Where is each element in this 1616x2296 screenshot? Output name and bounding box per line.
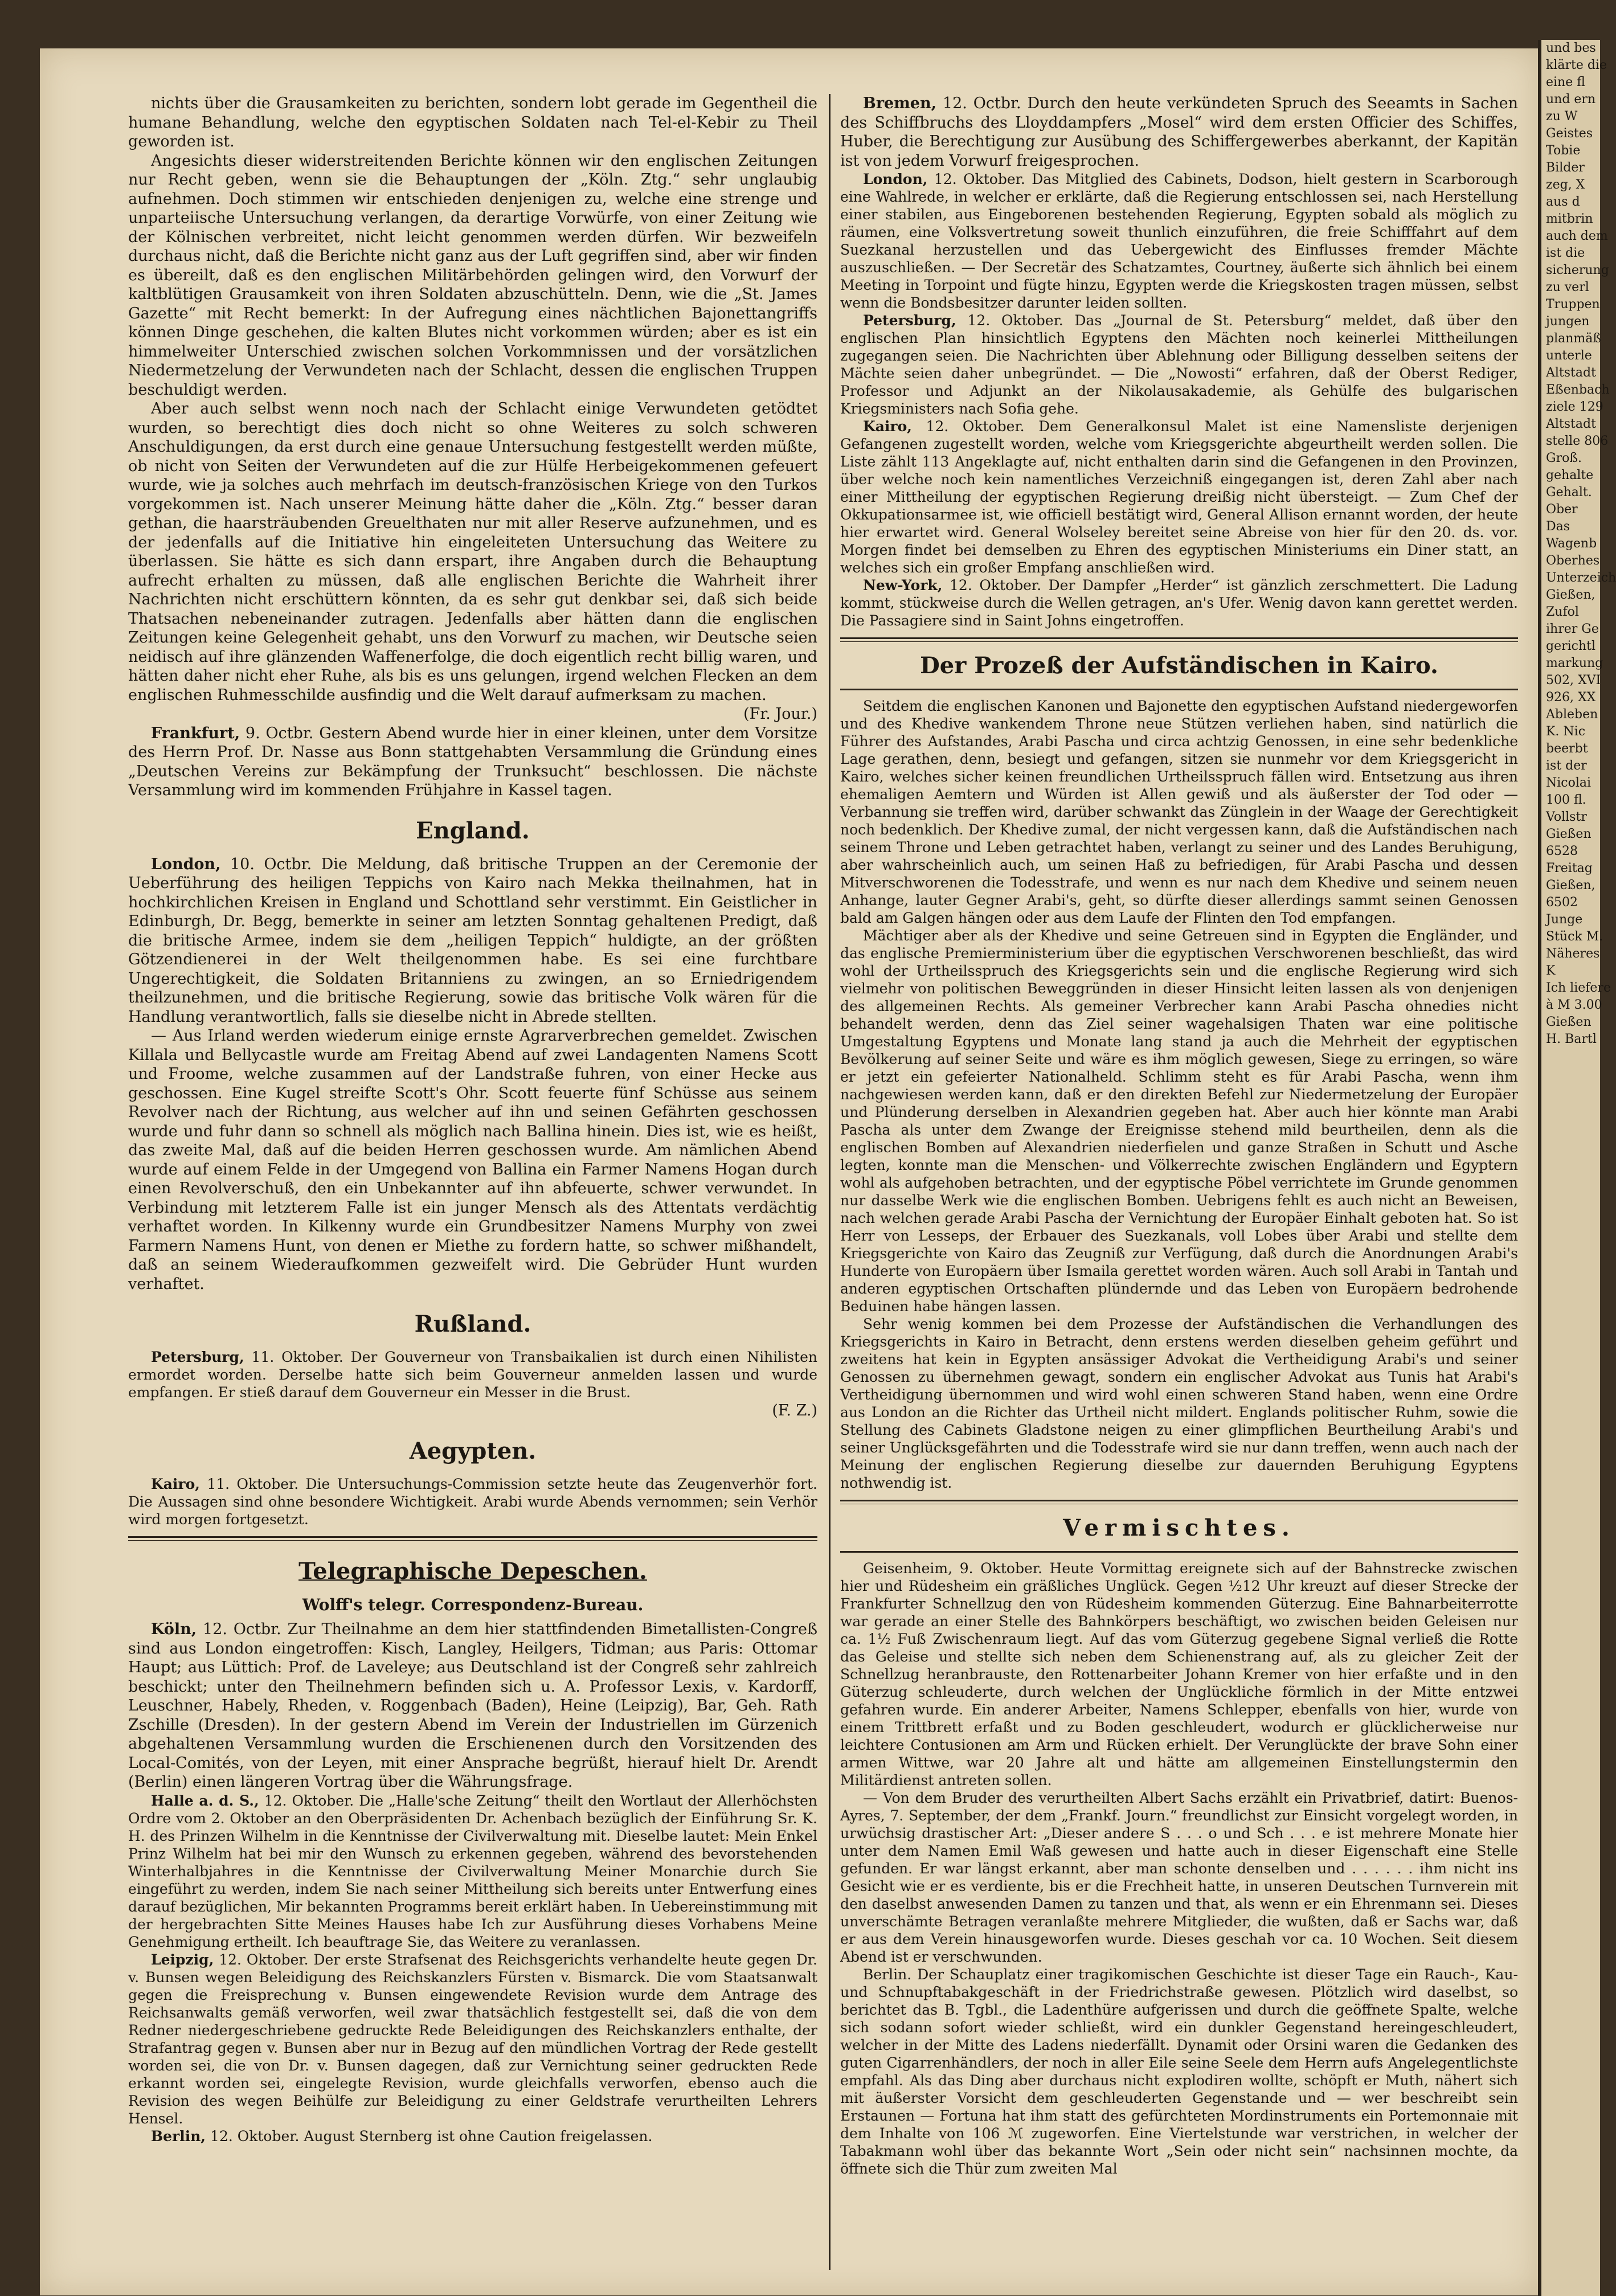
leipzig-telegram (128, 1951, 817, 2127)
adjacent-fragment: planmäß (1546, 331, 1602, 346)
halle-telegram (128, 1792, 817, 1951)
adjacent-fragment: ist die (1546, 246, 1585, 260)
koeln-text: 12. Octbr. Zur Theilnahme an dem hier stattfindenden Bimetallisten-Congreß sind aus London eingetroffen: Kisch, Langley, Heilgers, Tidman; aus Paris: Ottomar Haupt; aus Lüttich: Prof. de Laveleye; aus Deutschland ist der Congreß sehr zahlreich beschickt; unter den Theilnehmern befinden sich u. A. Professor Lexis, v. Kardorff, Leuschner, Habely, Rheden, v. Roggenbach (Baden), Heine (Leipzig), Bar, Geh. Rath Zschille (Dresden). In der gestern Abend im Verein der Industriellen im Gürzenich abgehaltenen Versammlung wurden die Erschienenen durch den Vorsitzenden des Local-Comités, von der Leyen, mit einer Ansprache begrüßt, hierauf hielt Dr. Arendt (Berlin) einen längeren Vortrag über die Währungsfrage. (128, 1620, 817, 1791)
adjacent-fragment: à M 3.00 (1546, 998, 1602, 1012)
adjacent-fragment: Wagenb (1546, 537, 1597, 551)
adjacent-fragment: Ober (1546, 502, 1578, 517)
adjacent-fragment: Ich liefere (1546, 981, 1611, 995)
bremen-text: 12. Octbr. Durch den heute verkündeten Spruch des Seeamts in Sachen des Schiffbruchs des Lloyddampfers „Mosel“ wird dem ersten Officier des Schiffes, Huber, die Berechtigung zur Ausübung des Schiffergewerbes aberkannt, der Kapitän ist von jedem Vorwurf freigesprochen. (840, 95, 1518, 170)
petersburg-text: 11. Oktober. Der Gouverneur von Transbaikalien ist durch einen Nihilisten ermordet worden. Derselbe hatte sich beim Gouverneur anmelden lassen und wurde empfangen. Er stieß darauf dem Gouverneur ein Messer in die Brust. (128, 1349, 817, 1401)
prozess-heading: Der Prozeß der Aufständischen in Kairo. (920, 652, 1438, 679)
adjacent-fragment: ist der (1546, 759, 1587, 773)
london-article (840, 170, 1518, 312)
section-rule (840, 689, 1518, 690)
telegrams-heading: Telegraphische Depeschen. (298, 1557, 647, 1585)
kairo-place-right: Kairo, (863, 418, 912, 435)
koeln-telegram (128, 1620, 817, 1792)
column-divider (829, 94, 830, 2270)
telegrams-subheading: Wolff's telegr. Correspondenz-Bureau. (302, 1595, 644, 1614)
petersburg-text-right: 12. Oktober. Das „Journal de St. Petersburg“ meldet, daß über den englischen Plan hinsichtlich Egyptens den Mächten noch keinerlei Mittheilungen zugegangen seien. Die Nachrichten über Ablehnung oder Billigung desselben seitens der Mächte seien daher unbegründet. — Die „Nowosti“ erfahren, daß der Oberst Rediger, Professor und Adjunkt an der Nikolausakademie, als Gehülfe des bulgarischen Kriegsministers nach Sofia gehe. (840, 312, 1518, 417)
frankfurt-article (128, 724, 817, 800)
adjacent-fragment: Gießen (1546, 1015, 1592, 1029)
adjacent-fragment: und bes (1546, 41, 1596, 55)
prozess-paragraph: Seitdem die englischen Kanonen und Bajonette den egyptischen Aufstand niedergeworfen und des Khedive wankendem Throne neue Stützen verliehen haben, sind natürlich die Führer des Aufstandes, Arabi Pascha und circa achtzig Genossen, in eine sehr bedenkliche Lage gerathen, denn, besiegt und gefangen, sitzen sie nunmehr vor dem Kriegsgericht in Kairo, welches sicher keinen freundlichen Urtheilsspruch fällen wird. Entsetzung aus ihren ehemaligen Aemtern und Würden ist Allen gewiß und als äußerster der Tod oder — Verbannung sie treffen wird, darüber schwankt das Zünglein in der Waage der Gerechtigkeit noch bedenklich. Der Khedive zumal, der nicht vergessen kann, daß die Aufständischen nach seinem Throne und Leben getrachtet haben, verlangt zu seiner und des Landes Beruhigung, aber wahrscheinlich auch, um seinen Haß zu befriedigen, für Arabi Pascha und dessen Mitverschworenen die Todesstrafe, und wenn es nur nach dem Khedive und seinem neuen Anhange, lauter Gegner Arabi's, geht, so dürfte dieser allerdings sammt seinen Genossen bald am Galgen hängen oder aus dem Laufe der Flinten den Tod empfangen. (840, 698, 1518, 926)
adjacent-fragment: H. Bartl (1546, 1032, 1597, 1046)
intro-article (128, 94, 817, 705)
aegypten-heading: Aegypten. (409, 1437, 537, 1464)
adjacent-fragment: K. Nic (1546, 725, 1586, 739)
petersburg-place-right: Petersburg, (863, 312, 956, 329)
prozess-paragraph: Sehr wenig kommen bei dem Prozesse der Aufständischen die Verhandlungen des Kriegsgerichts in Kairo in Betracht, denn erstens werden dieselben geheim geführt und zweitens hat kein in Egypten ansässiger Advokat die Vertheidigung Arabi's und seiner Genossen zu übernehmen gewagt, sondern ein englischer Advokat aus Tunis hat Arabi's Vertheidigung übernommen und wird wohl einen schweren Stand haben, wenn eine Ordre aus London an die Richter das Urtheil nicht mildert. Englands politischer Ruhm, sowie die Stellung des Cabinets Gladstone neigen zu einer glimpflichen Beurtheilung Arabi's und seiner Unglücksgefährten und die Todesstrafe wird sie nur dann treffen, wenn auch nach der Meinung der englischen Regierung dieselbe zur dauernden Beruhigung Egyptens nothwendig ist. (840, 1316, 1518, 1491)
adjacent-fragment: Das (1546, 519, 1570, 534)
intro-paragraph: Angesichts dieser widerstreitenden Berichte können wir den englischen Zeitungen nur Recht geben, wenn sie die Behauptungen der „Köln. Ztg.“ sehr unglaubig aufnehmen. Doch stimmen wir entschieden denjenigen zu, welche eine strenge und unparteiische Untersuchung verlangen, da derartige Vorwürfe, von einer Zeitung wie der Kölnischen verbreitet, nicht leicht genommen werden dürfen. Wir bezweifeln durchaus nicht, daß die Berichte nicht ganz aus der Luft gegriffen sind, aber wir finden es übereilt, daß es den englischen Militärbehörden gelingen wird, den Vorwurf der kaltblütigen Grausamkeit von ihren Soldaten abzuschütteln. Denn, wie die „St. James Gazette“ mit Recht bemerkt: In der Aufregung eines nächtlichen Bajonettangriffs können Dinge geschehen, die kalten Blutes nicht vorkommen würden; aber es ist ein himmelweiter Unterschied zwischen solchen Vorkommnissen und der vorsätzlichen Niedermetzelung der Verwundeten nach der Schlacht, dessen die englischen Truppen beschuldigt werden. (128, 152, 817, 399)
adjacent-fragment: jungen (1546, 314, 1590, 329)
adjacent-fragment: Freitag (1546, 861, 1593, 875)
vermischtes-paragraph: Berlin. Der Schauplatz einer tragikomischen Geschichte ist dieser Tage ein Rauch-, Kau- und Schnupftabakgeschäft in der Friedrichstraße gewesen. Plötzlich wird daselbst, so berichtet das B. Tgbl., die Ladenthüre aufgerissen und durch die geöffnete Spalte, welche sich sodann sofort wieder schließt, wird ein dunkler Gegenstand hereingeschleudert, welcher in der Mitte des Ladens niederfällt. Dynamit oder Orsini waren die Gedanken des guten Cigarrenhändlers, der noch in aller Eile seine Seele dem Herrn aufs Angelegentlichste empfahl. Als das Ding aber durchaus nicht explodiren wollte, schöpft er Muth, nähert sich mit äußerster Vorsicht dem geschleuderten Gegenstande und — wer beschreibt sein Erstaunen — Fortuna hat ihm statt des gefürchteten Mordinstruments ein Portemonnaie mit dem Inhalte von 106 ℳ zugeworfen. Eine Viertelstunde war verstrichen, in welcher der Tabakmann wohl über das bekannte Wort „Sein oder nicht sein“ nachsinnen mochte, da öffnete sich die Thür zum zweiten Mal (840, 1966, 1518, 2177)
adjacent-fragment: Unterzeich (1546, 571, 1616, 585)
adjacent-fragment: Gießen (1546, 827, 1592, 841)
adjacent-fragment: Ableben (1546, 707, 1598, 722)
adjacent-fragment: mitbrin (1546, 212, 1593, 226)
halle-text: 12. Oktober. Die „Halle'sche Zeitung“ theilt den Wortlaut der Allerhöchsten Ordre vom 2. Oktober an den Oberpräsidenten Dr. Achenbach bezüglich der Einführung Sr. K. H. des Prinzen Wilhelm in die Kenntnisse der Civilverwaltung mit. Dieselbe lautet: Mein Enkel Prinz Wilhelm hat bei mir den Wunsch zu erkennen gegeben, während des bevorstehenden Winterhalbjahres in die Kenntnisse der Civilverwaltung Meiner Monarchie durch Sie eingeführt zu werden, indem Sie nach seiner Mittheilung sich bereits unter Entwerfung eines darauf bezüglichen, Mir bekannten Programms bereit erklärt haben. In Uebereinstimmung mit der hergebrachten Sitte Meines Hauses habe Ich zur Ausführung dieses Vorhabens Meine Genehmigung ertheilt. Ich beauftrage Sie, das Weitere zu veranlassen. (128, 1792, 818, 1950)
bremen-place: Bremen, (863, 95, 937, 112)
adjacent-fragment: Altstadt (1546, 366, 1596, 380)
adjacent-fragment: K (1546, 964, 1556, 978)
leipzig-text: 12. Oktober. Der erste Strafsenat des Reichsgerichts verhandelte heute gegen Dr. v. Bunsen wegen Beleidigung des Reichskanzlers Fürsten v. Bismarck. Die vom Staatsanwalt gegen die Freisprechung v. Bunsen eingewendete Revision wurde dem Antrage des Reichsanwalts gemäß verworfen, weil zwar thatsächlich festgestellt sei, daß die von dem Redner niedergeschriebene gedruckte Rede Beleidigungen des Reichskanzlers enthalte, der Strafantrag gegen v. Bunsen aber nur in Bezug auf den mündlichen Vortrag der Rede gestellt worden sei, die von Dr. v. Bunsen dagegen, daß zur Vernichtung seiner gedruckten Rede erkannt worden sei, eingelegte Revision, wurde gleichfalls verworfen, ebenso auch die Revision des wegen Beihülfe zur Beleidigung zu einer Geldstrafe verurtheilten Lehrers Hensel. (128, 1951, 817, 2127)
adjacent-fragment: ihrer Ge (1546, 622, 1599, 636)
vermischtes-heading: Vermischtes. (1063, 1515, 1295, 1541)
adjacent-fragment: zeg, X (1546, 178, 1585, 192)
kairo-text: 11. Oktober. Die Untersuchungs-Commission setzte heute das Zeugenverhör fort. Die Aussagen sind ohne besondere Wichtigkeit. Arabi wurde Abends vernommen; sein Verhör wird morgen fortgesetzt. (128, 1475, 817, 1528)
russland-heading: Rußland. (414, 1311, 531, 1337)
berlin-text: 12. Oktober. August Sternberg ist ohne Caution freigelassen. (206, 2127, 653, 2144)
intro-paragraph: Aber auch selbst wenn noch nach der Schlacht einige Verwundeten getödtet wurden, so berechtigt dies doch nicht so ohne Weiteres zu solch schweren Anschuldigungen, da erst durch eine genaue Untersuchung festgestellt werden müßte, ob nicht von Seiten der Verwundeten auf die zur Hülfe Herbeigekommenen gefeuert wurde, wie ja solches auch mehrfach im deutsch-französischen Kriege von den Turkos vorgekommen ist. Nach unserer Meinung hätte daher die „Köln. Ztg.“ besser daran gethan, die haarsträubenden Greuelthaten nur mit aller Reserve aufzunehmen, und es der jedenfalls auf die Initiative hin eingeleiteten Untersuchung das Weitere zu überlassen. Sie hätte es sich dann erspart, ihre Angaben durch die Behauptung aufrecht erhalten zu müssen, daß alle englischen Berichte die Wahrheit ihrer Nachrichten nicht erschüttern könnten, da es sehr gut denkbar sei, daß sich beide Thatsachen nebeneinander zutragen. Jedenfalls aber hätten dann die englischen Zeitungen keine Gelegenheit gehabt, uns den Vorwurf zu machen, wir Deutsche seien neidisch auf ihre glänzenden Waffenerfolge, die doch eigentlich recht billig waren, und hätten daher nicht eher Ruhe, als bis es uns gelungen, irgend welchen Flecken an dem englischen Ruhmesschilde ausfindig und die Welt darauf aufmerksam zu machen. (128, 400, 817, 704)
right-column (840, 94, 1518, 2270)
frankfurt-place: Frankfurt, (151, 724, 240, 742)
adjacent-fragment: Junge (1546, 912, 1583, 927)
london-place: London, (151, 855, 221, 873)
vermischtes-paragraph: — Von dem Bruder des verurtheilten Albert Sachs erzählt ein Privatbrief, datirt: Buenos-Ayres, 7. September, der dem „Frankf. Journ.“ freundlichst zur Einsicht vorgelegt worden, in urwüchsig drastischer Art: „Dieser andere S . . . o und Sch . . . e ist mehrere Monate hier unter dem Namen Emil Waß gewesen und hatte auch in dieser Eigenschaft eine Stelle gefunden. Er war längst erkannt, aber man schonte denselben und . . . . . . ihm nicht ins Gesicht wie er es verdiente, bis er die Frechheit hatte, in unseren Deutschen Turnverein mit den daselbst anwesenden Damen zu tanzen und that, als wenn er ein Ehrenmann sei. Dieses unverschämte Betragen veranlaßte mehrere Mitglieder, die wußten, daß er Sachs war, daß er aus dem Verein hinausgeworfen wurde. Dieses geschah vor ca. 10 Wochen. Seit diesem Abend ist er verschwunden. (840, 1790, 1518, 1965)
adjacent-fragment: Oberhes (1546, 554, 1600, 568)
leipzig-place: Leipzig, (151, 1951, 214, 1968)
adjacent-fragment: Nicolai (1546, 776, 1592, 790)
adjacent-fragment: ziele 129 (1546, 400, 1603, 414)
adjacent-fragment: 502, XVI (1546, 673, 1601, 687)
adjacent-fragment: markung (1546, 656, 1603, 670)
russland-article (128, 1348, 817, 1401)
adjacent-fragment: Tobie (1546, 144, 1581, 158)
london-text: 10. Octbr. Die Meldung, daß britische Truppen an der Ceremonie der Ueberführung des heiligen Teppichs von Kairo nach Mekka theilnahmen, hat in hochkirchlichen Kreisen in England und Schottland sehr verstimmt. Ein Geistlicher in Edinburgh, Dr. Begg, bemerkte in seiner am letzten Sonntag gehaltenen Predigt, daß die britische Armee, indem sie dem „heiligen Teppich“ huldigte, an der größten Götzendienerei in der Welt theilgenommen habe. Es sei eine furchtbare Ungerechtigkeit, die Soldaten Britanniens zu zwingen, an so Erniedrigendem theilzunehmen, und die britische Regierung, sowie das britische Volk wären für die Handlung verantwortlich, falls sie dieselbe nicht in Abrede stellten. (128, 855, 817, 1026)
adjacent-page-strip (1538, 40, 1616, 2296)
adjacent-fragment: zu W (1546, 109, 1578, 124)
kairo-text-right: 12. Oktober. Dem Generalkonsul Malet ist eine Namensliste derjenigen Gefangenen zugestellt worden, welche vom Kriegsgerichte abgeurtheilt werden sollen. Die Liste zählt 113 Angeklagte auf, nicht enthalten darin sind die Gefangenen in den Provinzen, über welche noch kein namentliches Verzeichniß eingegangen ist, deren Zahl aber nach einer Mittheilung der egyptischen Regierung dreißig nicht übersteigt. — Zum Chef der Okkupationsarmee ist, wie officiell bestätigt wird, General Allison ernannt worden, der heute hier erwartet wird. General Wolseley bereitet seine Abreise von hier für den 20. ds. vor. Morgen findet bei demselben zu Ehren des egyptischen Ministeriums ein Diner statt, an welches sich ein großer Empfang anschließen wird. (840, 418, 1518, 576)
london-place-right: London, (863, 171, 928, 187)
newyork-place: New-York, (863, 577, 943, 594)
section-rule (840, 1551, 1518, 1553)
intro-paragraph: nichts über die Grausamkeiten zu berichten, sondern lobt gerade im Gegentheil die humane Behandlung, welche den egyptischen Soldaten nach Tel-el-Kebir zu Theil geworden ist. (128, 95, 817, 150)
adjacent-fragment: Geistes (1546, 126, 1593, 141)
england-heading: England. (416, 817, 530, 844)
halle-place: Halle a. d. S., (151, 1792, 259, 1809)
adjacent-fragment: unterle (1546, 349, 1592, 363)
vermischtes-paragraph: Geisenheim, 9. Oktober. Heute Vormittag ereignete sich auf der Bahnstrecke zwischen hier und Rüdesheim ein gräßliches Unglück. Gegen ½12 Uhr kreuzt auf dieser Strecke der Frankfurter Schnellzug den von Rüdesheim kommenden Güterzug. Eine Bahnarbeiterrotte war gerade an einer Stelle des Bahnkörpers beschäftigt, wo zwischen beiden Geleisen nur ca. 1½ Fuß Zwischenraum liegt. Auf das vom Güterzug gegebene Signal verließ die Rotte das Geleise und stellte sich neben dem Schienenstrang auf, als zu gleicher Zeit der Schnellzug heranbrauste, den Rottenarbeiter Johann Kremer von hier erfaßte und in den Güterzug schleuderte, durch welchen der Unglückliche förmlich in der Mitte entzwei gefahren wurde. Ein anderer Arbeiter, Namens Schlepper, ebenfalls von hier, wurde von einem Trittbrett erfaßt und zu Boden geschleudert, wodurch er glücklicherweise nur leichtere Contusionen am Arm und Rücken erhielt. Der Verunglückte der brave Sohn einer armen Wittwe, war 20 Jahre alt und hätte am allgemeinen Einstellungstermin den Militärdienst antreten sollen. (840, 1560, 1518, 1788)
adjacent-fragment: und ern (1546, 92, 1596, 107)
adjacent-fragment: auch dem (1546, 229, 1608, 243)
berlin-telegram (128, 2127, 817, 2145)
adjacent-fragment: gerichtl (1546, 639, 1596, 653)
adjacent-fragment: klärte die (1546, 58, 1607, 72)
adjacent-fragment: sicherung (1546, 263, 1609, 277)
adjacent-fragment: Näheres (1546, 947, 1600, 961)
adjacent-fragment: Eßenbach (1546, 383, 1610, 397)
left-column (128, 94, 817, 2270)
section-rule (840, 1500, 1518, 1504)
adjacent-fragment: Bilder (1546, 161, 1585, 175)
section-rule (840, 637, 1518, 642)
newyork-article (840, 576, 1518, 629)
prozess-article (840, 697, 1518, 1492)
adjacent-fragment: beerbt (1546, 742, 1588, 756)
newyork-text: 12. Oktober. Der Dampfer „Herder“ ist gänzlich zerschmettert. Die Ladung kommt, stückweise durch die Wellen getragen, an's Ufer. Wenig davon kann gerettet werden. Die Passagiere sind in Saint Johns eingetroffen. (840, 577, 1518, 629)
koeln-place: Köln, (151, 1620, 197, 1638)
adjacent-fragment: zu verl (1546, 280, 1589, 294)
petersburg-article (840, 312, 1518, 418)
england-article (128, 855, 817, 1027)
ireland-article: — Aus Irland werden wiederum einige ernste Agrarverbrechen gemeldet. Zwischen Killala und Bellycastle wurde am Freitag Abend auf zwei Landagenten Namens Scott und Froome, welche zusammen auf der Landstraße fuhren, von einer Hecke aus geschossen. Eine Kugel streifte Scott's Ohr. Scott feuerte fünf Schüsse aus seinem Revolver nach der Richtung, aus welcher auf ihn und seinen Gefährten geschossen wurde und fuhr dann so schnell als möglich nach Ballina hinein. Dies ist, wie es heißt, das zweite Mal, daß auf die beiden Herren geschossen wurde. Am nämlichen Abend wurde auf einem Felde in der Umgegend von Ballina ein Farmer Namens Hogan durch einen Revolverschuß, den ein Unbekannter auf ihn abfeuerte, schwer verwundet. In Verbindung mit letzterem Falle ist ein junger Mensch als des Attentats verdächtig verhaftet worden. In Kilkenny wurde ein Grundbesitzer Namens Murphy von zwei Farmern Namens Hunt, von denen er Miethe zu fordern hatte, so schwer mißhandelt, daß an seinem Wiederaufkommen gezweifelt wird. Die Gebrüder Hunt wurden verhaftet. (128, 1027, 817, 1293)
adjacent-fragment: 100 fl. (1546, 793, 1586, 807)
adjacent-fragment: 6528 (1546, 844, 1578, 858)
adjacent-fragment: eine fl (1546, 75, 1585, 89)
london-text-right: 12. Oktober. Das Mitglied des Cabinets, Dodson, hielt gestern in Scarborough eine Wahlrede, in welcher er erklärte, daß die Regierung entschlossen sei, nach Herstellung einer stabilen, aus Eingeborenen bestehenden Regierung, Egypten sobald als möglich zu räumen, eine Volksvertretung soweit thunlich einzuführen, die freie Schifffahrt auf dem Suezkanal herzustellen und das Uebergewicht des Einflusses fremder Mächte auszuschließen. — Der Secretär des Schatzamtes, Courtney, äußerte sich ähnlich bei einem Meeting in Torpoint und fügte hinzu, Egypten werde die Kriegskosten tragen müssen, selbst wenn die Bondsbesitzer darunter leiden sollten. (840, 171, 1518, 311)
newspaper-page (40, 48, 1538, 2295)
vermischtes-article (840, 1560, 1518, 2178)
adjacent-fragment: 6502 (1546, 895, 1578, 910)
adjacent-fragment: Groß. (1546, 451, 1582, 465)
berlin-place: Berlin, (151, 2127, 206, 2144)
adjacent-fragment: Gießen, (1546, 878, 1595, 893)
intro-source: (Fr. Jour.) (743, 705, 817, 723)
adjacent-fragment: 926, XX (1546, 690, 1596, 705)
prozess-paragraph: Mächtiger aber als der Khedive und seine Getreuen sind in Egypten die Engländer, und das englische Premierministerium über die egyptischen Verschworenen beschließt, das wird wohl der Urtheilsspruch des Kriegsgerichts sein und die englische Regierung wird sich vielmehr von politischen Beweggründen in dieser Hinsicht leiten lassen als von denjenigen des allgemeinen Rechts. Als gemeiner Verbrecher kann Arabi Pascha ohnedies nicht behandelt werden, denn das Ziel seiner wagehalsigen Thaten war eine politische Umgestaltung Egyptens und Monate lang stand ja auch die Mehrheit der egyptischen Bevölkerung auf seiner Seite und wäre es ihm möglich gewesen, Siege zu erringen, so wäre er jetzt ein gefeierter Nationalheld. Schlimm steht es für Arabi Pascha, wenn ihm nachgewiesen werden kann, daß er den direkten Befehl zur Niedermetzelung der Europäer und Plünderung derselben in Alexandrien gegeben hat. Aber auch hier könnte man Arabi Pascha als unter dem Zwange der Ereignisse stehend mild beurtheilen, denn als die englischen Bomben auf Alexandrien niederfielen und ganze Straßen in Schutt und Asche legten, konnte man die Menschen- und Völkerrechte zwischen Engländern und Egyptern wohl als aufgehoben betrachten, und der egyptische Pöbel verrichtete im Grunde genommen nur dasselbe Werk wie die englischen Bomben. Uebrigens fehlt es auch nicht an Beweisen, nach welchen gerade Arabi Pascha der Vernichtung der Europäer Einhalt geboten hat. So ist Herr von Lesseps, der Erbauer des Suezkanals, voll Lobes über Arabi und stellte dem Kriegsgerichte von Kairo das Zeugniß zur Verfügung, daß durch die Anordnungen Arabi's Hunderte von Europäern über Ismaila gerettet worden wären. Auch soll Arabi in Tantah und anderen egyptischen Ortschaften plündernde und das Leben von Europäern bedrohende Beduinen habe hängen lassen. (840, 927, 1518, 1315)
adjacent-fragment: Gehalt. (1546, 485, 1592, 500)
section-rule (128, 1536, 817, 1541)
adjacent-fragment: stelle 806 (1546, 434, 1609, 448)
russland-source: (F. Z.) (772, 1402, 817, 1419)
adjacent-fragment: Vollstr (1546, 810, 1587, 824)
kairo-article (840, 418, 1518, 576)
kairo-place: Kairo, (151, 1475, 200, 1492)
adjacent-fragment: Gießen, (1546, 588, 1595, 602)
aegypten-article (128, 1475, 817, 1528)
adjacent-fragment: aus d (1546, 195, 1580, 209)
frankfurt-text: 9. Octbr. Gestern Abend wurde hier in einer kleinen, unter dem Vorsitze des Herrn Prof. Dr. Nasse aus Bonn stattgehabten Versammlung die Gründung eines „Deutschen Vereins zur Bekämpfung der Trunksucht“ beschlossen. Die nächste Versammlung wird im kommenden Frühjahre in Kassel tagen. (128, 724, 817, 799)
petersburg-place: Petersburg, (151, 1349, 244, 1365)
adjacent-fragment: Truppen (1546, 297, 1600, 312)
adjacent-fragment: Zufol (1546, 605, 1579, 619)
bremen-article (840, 94, 1518, 170)
adjacent-fragment: Altstadt (1546, 417, 1596, 431)
adjacent-fragment: gehalte (1546, 468, 1594, 482)
adjacent-fragment: Stück M. (1546, 930, 1603, 944)
